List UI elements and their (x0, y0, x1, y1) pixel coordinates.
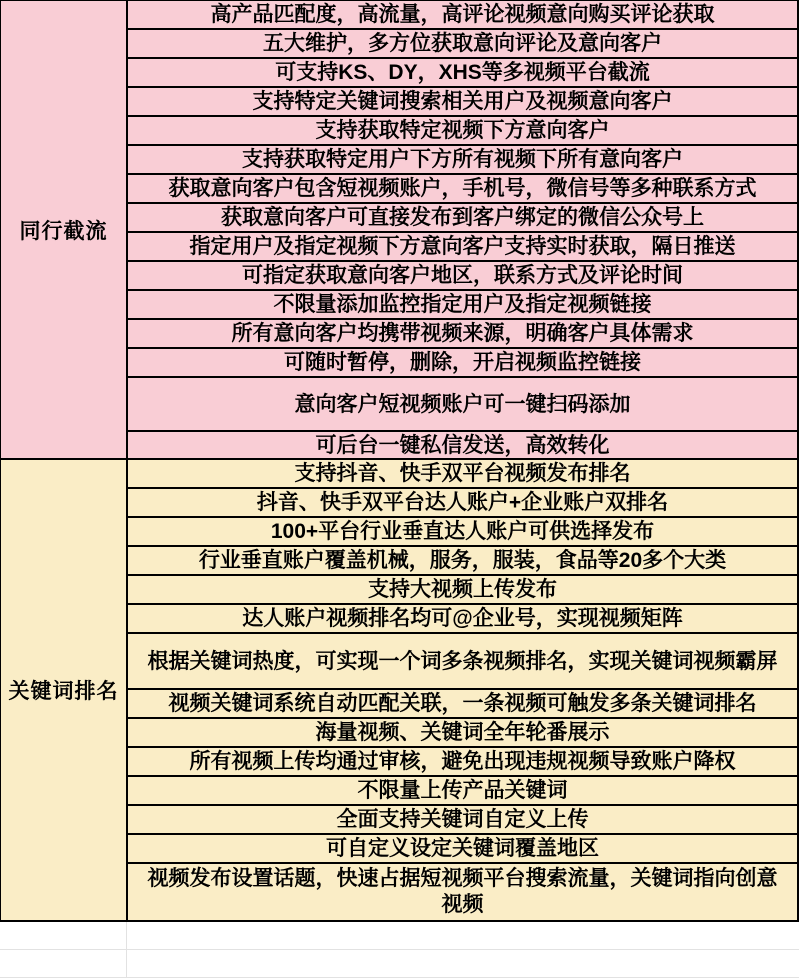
empty-cell[interactable] (0, 922, 127, 949)
feature-cell[interactable]: 支持特定关键词搜索相关用户及视频意向客户 (128, 88, 797, 117)
feature-cell[interactable]: 指定用户及指定视频下方意向客户支持实时获取，隔日推送 (128, 233, 797, 262)
feature-cell[interactable]: 可自定义设定关键词覆盖地区 (128, 835, 797, 864)
section-keyword-ranking (1, 460, 797, 920)
empty-grid-area (0, 922, 799, 978)
section-label: 同行截流 (19, 219, 108, 243)
feature-cell[interactable]: 支持获取特定用户下方所有视频下所有意向客户 (128, 146, 797, 175)
feature-cell[interactable]: 可指定获取意向客户地区，联系方式及评论时间 (128, 262, 797, 291)
feature-cell[interactable]: 不限量添加监控指定用户及指定视频链接 (128, 291, 797, 320)
empty-cell[interactable] (127, 950, 799, 977)
empty-cell[interactable] (127, 922, 799, 949)
section-rows (128, 460, 797, 920)
section-rows (128, 1, 797, 458)
feature-cell[interactable]: 可随时暂停，删除，开启视频监控链接 (128, 349, 797, 378)
feature-cell[interactable]: 视频发布设置话题，快速占据短视频平台搜索流量，关键词指向创意视频 (147, 867, 778, 916)
feature-cell[interactable]: 所有视频上传均通过审核，避免出现违规视频导致账户降权 (128, 748, 797, 777)
feature-cell[interactable]: 达人账户视频排名均可@企业号，实现视频矩阵 (128, 605, 797, 634)
section-label-cell[interactable] (1, 1, 128, 458)
empty-row[interactable] (0, 950, 799, 978)
feature-cell[interactable]: 视频关键词系统自动匹配关联，一条视频可触发多条关键词排名 (128, 690, 797, 719)
feature-cell[interactable]: 获取意向客户包含短视频账户，手机号，微信号等多种联系方式 (128, 175, 797, 204)
empty-cell[interactable] (0, 950, 127, 977)
feature-cell[interactable]: 行业垂直账户覆盖机械，服务，服装，食品等20多个大类 (128, 547, 797, 576)
section-competitor-intercept (1, 1, 797, 460)
feature-cell[interactable]: 支持大视频上传发布 (128, 576, 797, 605)
feature-cell[interactable]: 抖音、快手双平台达人账户+企业账户双排名 (128, 489, 797, 518)
feature-cell[interactable]: 所有意向客户均携带视频来源，明确客户具体需求 (128, 320, 797, 349)
feature-cell[interactable]: 可支持KS、DY，XHS等多视频平台截流 (128, 59, 797, 88)
feature-cell[interactable]: 意向客户短视频账户可一键扫码添加 (128, 378, 797, 432)
feature-cell[interactable]: 支持抖音、快手双平台视频发布排名 (128, 460, 797, 489)
feature-cell[interactable]: 根据关键词热度，可实现一个词多条视频排名，实现关键词视频霸屏 (128, 634, 797, 690)
feature-cell[interactable]: 100+平台行业垂直达人账户可供选择发布 (128, 518, 797, 547)
section-label-cell[interactable] (1, 460, 128, 920)
feature-cell[interactable]: 不限量上传产品关键词 (128, 777, 797, 806)
section-label: 关键词排名 (8, 680, 119, 703)
feature-cell[interactable]: 获取意向客户可直接发布到客户绑定的微信公众号上 (128, 204, 797, 233)
feature-cell[interactable]: 支持获取特定视频下方意向客户 (128, 117, 797, 146)
feature-cell[interactable]: 全面支持关键词自定义上传 (128, 806, 797, 835)
feature-cell[interactable]: 五大维护，多方位获取意向评论及意向客户 (128, 30, 797, 59)
feature-cell[interactable]: 高产品匹配度，高流量，高评论视频意向购买评论获取 (128, 1, 797, 30)
empty-row[interactable] (0, 922, 799, 950)
feature-cell[interactable]: 海量视频、关键词全年轮番展示 (128, 719, 797, 748)
feature-cell[interactable]: 可后台一键私信发送，高效转化 (315, 433, 610, 457)
